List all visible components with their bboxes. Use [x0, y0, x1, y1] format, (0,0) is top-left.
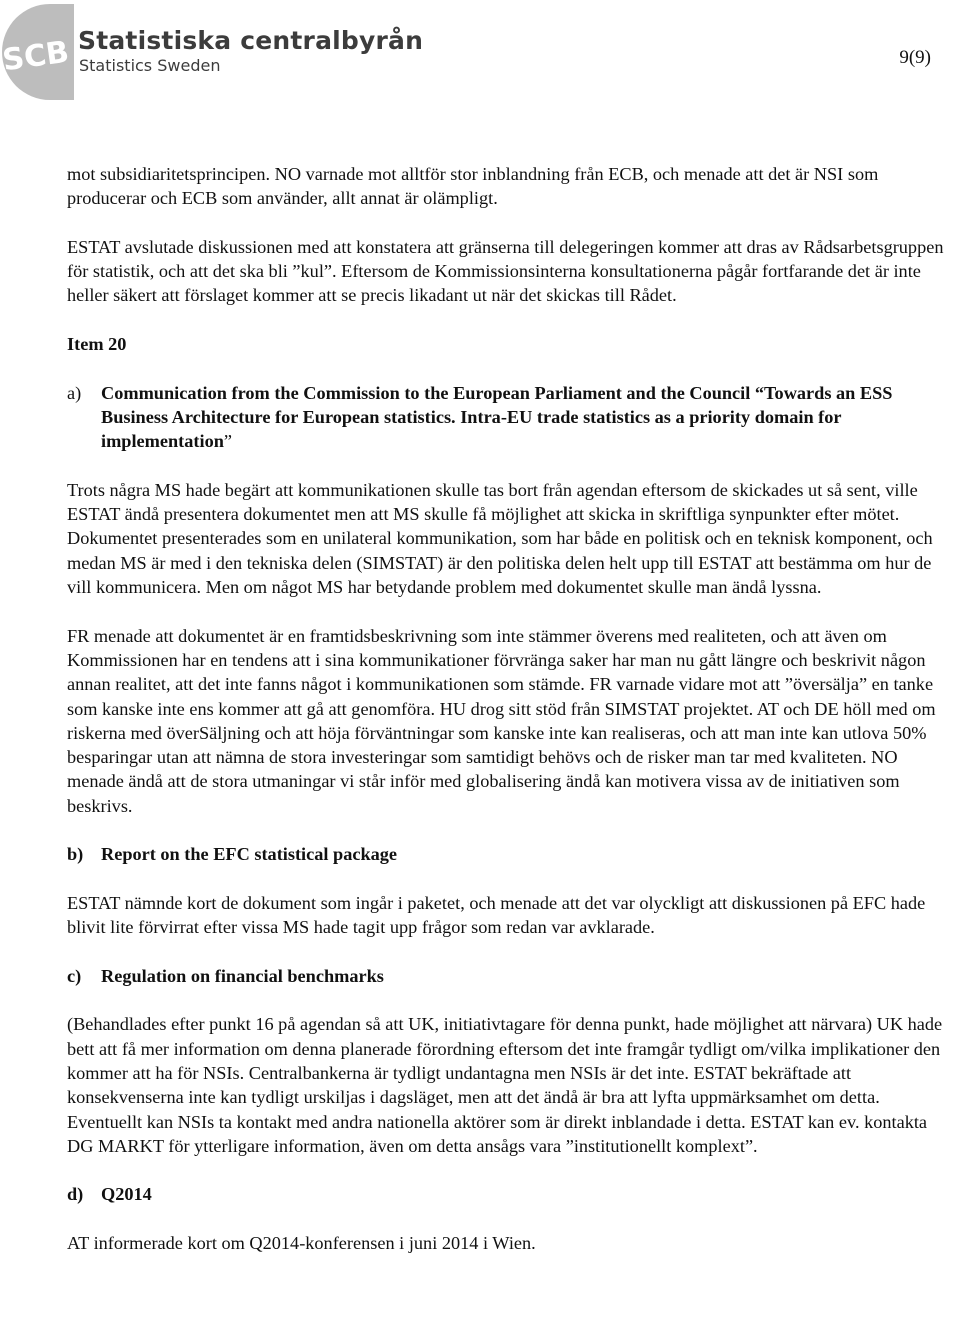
logo-mark-text: SCB: [0, 34, 72, 79]
paragraph-efc-package: ESTAT nämnde kort de dokument som ingår i paketet, och menade att det var olyckligt att diskussionen på EFC hade blivit lite förvirrat efter vissa MS hade tagit upp frågor som redan var avklarade.: [67, 892, 926, 938]
item-d-title: Q2014: [101, 1184, 152, 1205]
paragraph-estat-conclusion: ESTAT avslutade diskussionen med att konstatera att gränserna till delegeringen kommer att dras av Rådsarbetsgruppen för statistik, och att det ska bli ”kul”. Eftersom de Kommissionsinterna konsultationerna pågår fortfarande det är inte heller säkert att förslaget kommer att se precis likadant ut när det skickas till Rådet.: [67, 236, 944, 306]
brand-subtitle: Statistics Sweden: [79, 56, 221, 75]
item-b-heading: [67, 842, 952, 866]
item-d-heading: [67, 1182, 952, 1206]
document-body: [67, 162, 952, 1255]
paragraph-q2014: AT informerade kort om Q2014-konferensen i juni 2014 i Wien.: [67, 1233, 536, 1254]
paragraph-communication: Trots några MS hade begärt att kommunikationen skulle tas bort från agendan eftersom de skickades ut så sent, ville ESTAT ändå presentera dokumentet men att MS skulle få möjlighet att skicka in skriftliga synpunkter efter mötet. Dokumentet presenterades som en unilateral kommunikation, som har både en politisk och en teknisk komponent, och medan MS är med i den tekniska delen (SIMSTAT) är den politiska delen helt upp till ESTAT att bestämma om hur de vill kommunicera. Men om något MS har betydande problem med dokumentet skulle man ändå lyssna.: [67, 479, 933, 598]
item-d-label: d): [67, 1184, 84, 1205]
item-c-heading: [67, 964, 952, 988]
paragraph-fr-opinion: FR menade att dokumentet är en framtidsbeskrivning som inte stämmer överens med realiteten, och att även om Kommissionen har en tendens att i sina kommunikationer förvränga saker har man nu gått längre och beskrivit någon annan realitet, att det inte fanns något i kommunikationen som stämde. FR varnade vidare mot att ”översälja” en tanke som kanske inte ens kommer att gå att genomföra. HU drog sitt stöd från SIMSTAT projektet. AT och DE höll med om riskerna med överSäljning och att höja förväntningar som kanske inte kan realiseras, och att man inte kan utlova 50% besparingar utan att nämna de stora investeringar som samtidigt behövs och de risker man tar med kvaliteten. NO menade ändå att de stora utmaningar vi står inför med globalisering ändå kan motivera vissa av de initiativen som beskrivs.: [67, 625, 936, 816]
item-b-label: b): [67, 844, 84, 865]
item-a-quote-open: “: [754, 382, 765, 403]
item-c-label: c): [67, 965, 82, 986]
item-a-title-part1: Communication from the Commission to the European Parliament and the Council: [101, 382, 755, 403]
item-c-title: Regulation on financial benchmarks: [101, 965, 384, 986]
item-b-title: Report on the EFC statistical package: [101, 844, 398, 865]
brand-name: Statistiska centralbyrån: [78, 26, 424, 55]
item-a-label: a): [67, 382, 82, 403]
page-header: [0, 0, 960, 110]
paragraph-subsidiarity: mot subsidiaritetsprincipen. NO varnade mot alltför stor inblandning från ECB, och menade att det är NSI som producerar och ECB som använder, allt annat är olämpligt.: [67, 164, 879, 209]
item-20-heading: Item 20: [67, 334, 127, 355]
page-number: 9(9): [899, 47, 931, 68]
item-a-heading: [67, 381, 952, 454]
item-a-title-part2: Towards an ESS Business Architecture for European statistics. Intra-EU trade statistics as a priority domain for implementation: [101, 382, 893, 452]
item-a-title: [101, 381, 952, 454]
paragraph-benchmarks: (Behandlades efter punkt 16 på agendan så att UK, initiativtagare för denna punkt, hade möjlighet att närvara) UK hade bett att få mer information om denna planerade förordning eftersom det inte framgår tydligt om/vilka implikationer den kommer att ha för NSIs. Centralbankerna är tydligt undantagna men NSIs är det inte. ESTAT bekräftade att konsekvenserna inte kan tydligt urskiljas i dagsläget, men att det ändå är bra att lyfta uppmärksamhet om detta. Eventuellt kan NSIs ta kontakt med andra nationella aktörer som är direkt inblandade i detta. ESTAT kan ev. kontakta DG MARKT för ytterligare information, även om detta ansågs vara ”institutionellt komplext”.: [67, 1014, 943, 1156]
scb-logo-icon: [0, 2, 74, 102]
item-a-quote-close: ”: [223, 431, 233, 452]
